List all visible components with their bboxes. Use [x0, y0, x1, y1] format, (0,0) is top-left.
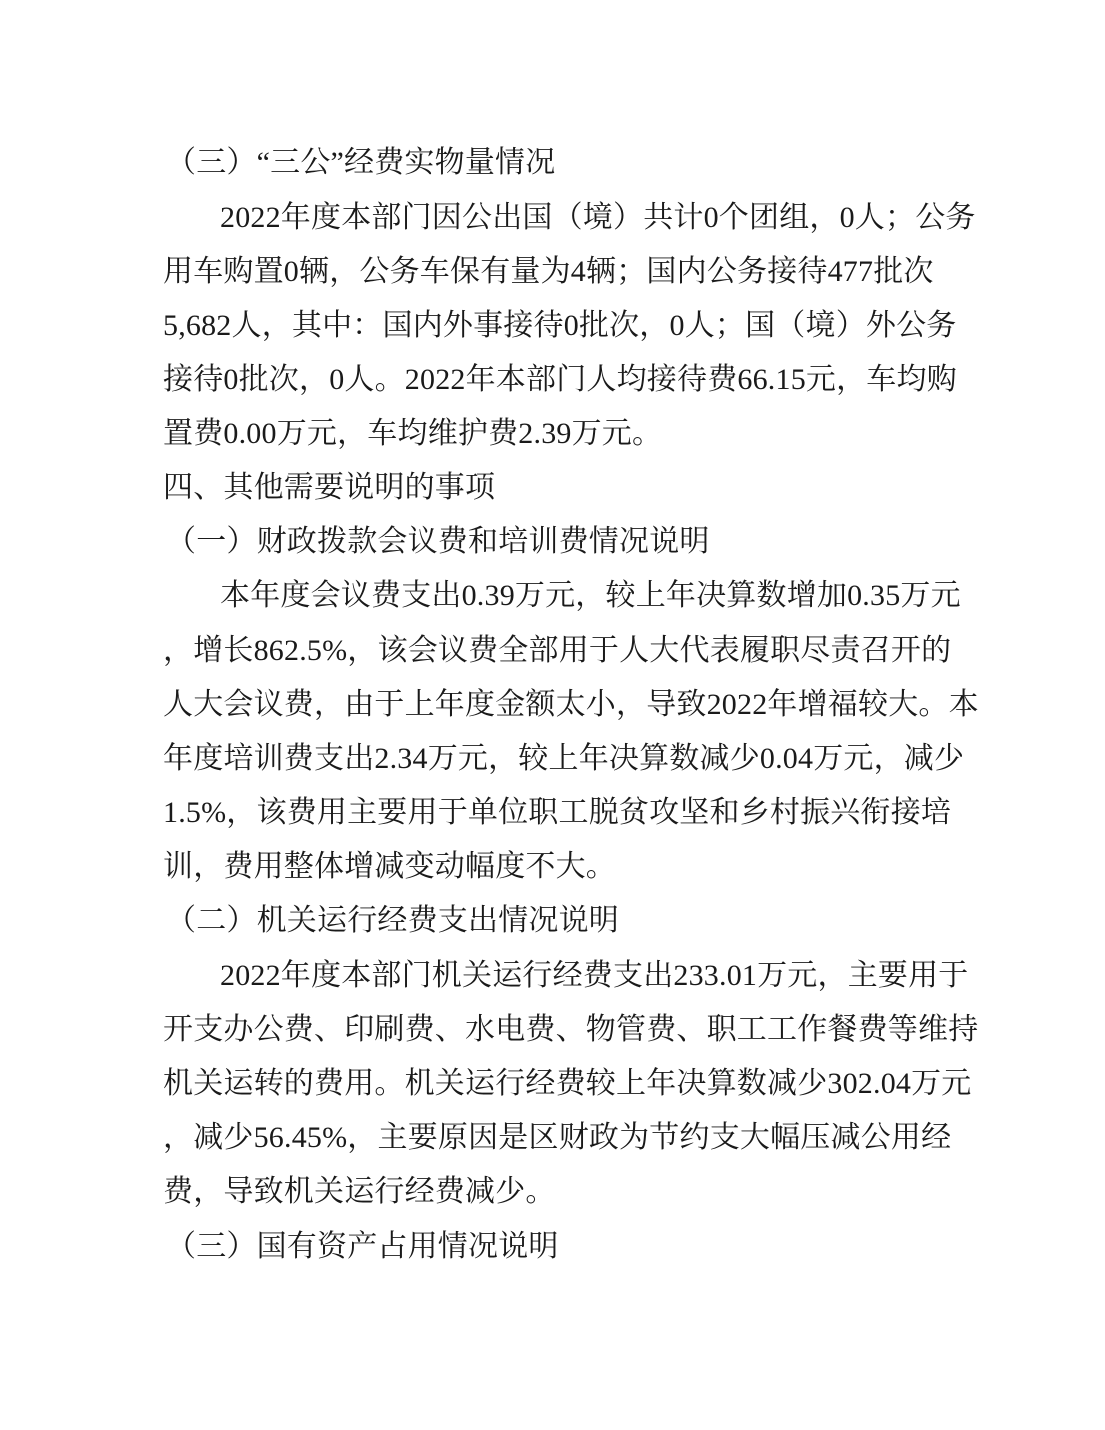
paragraph-line: ，增长862.5%，该会议费全部用于人大代表履职尽责召开的 — [163, 634, 952, 667]
subsection-heading-operating-expenses: （二）机关运行经费支出情况说明 — [166, 904, 619, 937]
paragraph-line: 年度培训费支出2.34万元，较上年决算数减少0.04万元，减少 — [163, 742, 965, 775]
subsection-heading-state-assets: （三）国有资产占用情况说明 — [166, 1230, 559, 1263]
paragraph-line: 用车购置0辆，公务车保有量为4辆；国内公务接待477批次 — [163, 255, 934, 288]
paragraph-line: 本年度会议费支出0.39万元，较上年决算数增加0.35万元 — [220, 579, 961, 612]
paragraph-line: 训，费用整体增减变动幅度不大。 — [163, 850, 616, 883]
paragraph-line: 费，导致机关运行经费减少。 — [163, 1175, 556, 1208]
paragraph-line: 2022年度本部门机关运行经费支出233.01万元，主要用于 — [220, 959, 969, 992]
section-heading-other-matters: 四、其他需要说明的事项 — [163, 471, 496, 504]
paragraph-line: 置费0.00万元，车均维护费2.39万元。 — [163, 417, 663, 450]
section-heading-three-public-quantity: （三）“三公”经费实物量情况 — [166, 146, 556, 179]
paragraph-line: 2022年度本部门因公出国（境）共计0个团组，0人；公务 — [220, 201, 976, 234]
paragraph-line: 5,682人，其中：国内外事接待0批次，0人；国（境）外公务 — [163, 309, 957, 342]
paragraph-line: 人大会议费，由于上年度金额太小，导致2022年增福较大。本 — [163, 688, 979, 721]
paragraph-line: 接待0批次，0人。2022年本部门人均接待费66.15元，车均购 — [163, 363, 957, 396]
subsection-heading-meeting-training: （一）财政拨款会议费和培训费情况说明 — [166, 525, 710, 558]
paragraph-line: 1.5%，该费用主要用于单位职工脱贫攻坚和乡村振兴衔接培 — [163, 796, 952, 829]
paragraph-line: 机关运转的费用。机关运行经费较上年决算数减少302.04万元 — [163, 1067, 972, 1100]
paragraph-line: ，减少56.45%，主要原因是区财政为节约支大幅压减公用经 — [163, 1121, 952, 1154]
paragraph-line: 开支办公费、印刷费、水电费、物管费、职工工作餐费等维持 — [163, 1013, 979, 1046]
